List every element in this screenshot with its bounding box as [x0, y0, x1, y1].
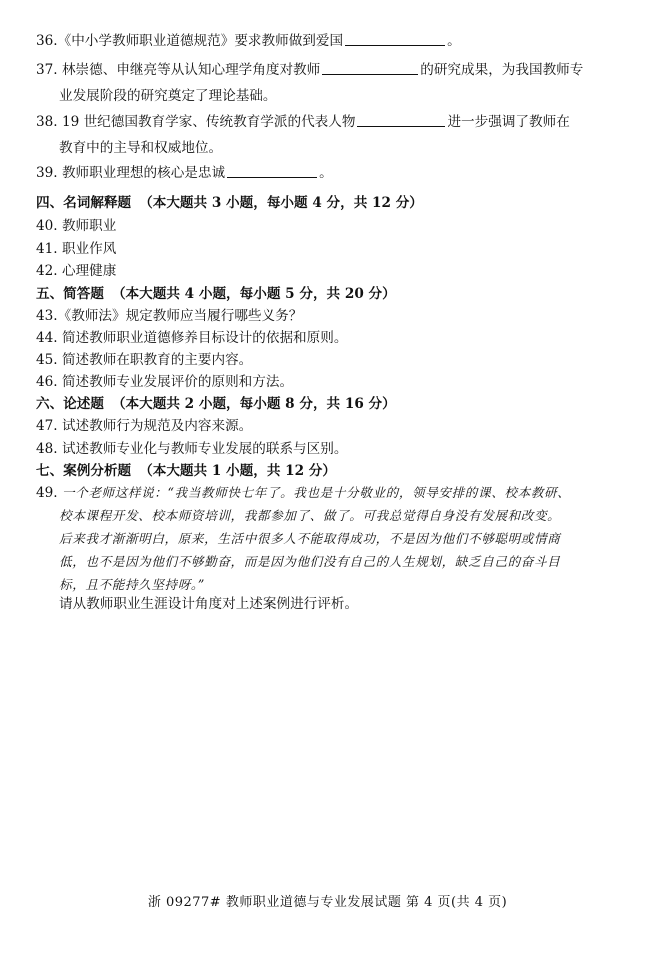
question-44: 44. 简述教师职业道德修养目标设计的依据和原则。 [36, 330, 348, 346]
question-39 [36, 163, 625, 183]
question-37 [36, 60, 625, 80]
question-41: 41. 职业作风 [36, 241, 117, 257]
section-note: （本大题共 4 小题，每小题 5 分，共 20 分） [111, 286, 396, 302]
answer-blank[interactable] [357, 112, 445, 127]
answer-blank[interactable] [322, 60, 418, 75]
question-37-cont: 业发展阶段的研究奠定了理论基础。 [59, 88, 277, 104]
question-49-line-2: 校本课程开发、校本师资培训，我都参加了、做了。可我总觉得自身没有发展和改变。 [59, 508, 561, 523]
question-47: 47. 试述教师行为规范及内容来源。 [36, 418, 253, 434]
question-49-line-4: 低，也不是因为他们不够勤奋，而是因为他们没有自己的人生规划，缺乏自己的奋斗目 [59, 554, 561, 569]
answer-blank[interactable] [345, 31, 445, 46]
section-title: 六、论述题 [36, 396, 104, 412]
section-note: （本大题共 3 小题，每小题 4 分，共 12 分） [139, 195, 423, 211]
question-number: 37. [36, 62, 58, 78]
section-title: 四、名词解释题 [36, 195, 132, 211]
question-text-tail: 进一步强调了教师在 [447, 114, 570, 130]
answer-blank[interactable] [227, 163, 317, 178]
question-number: 36. [36, 33, 58, 49]
section-title: 七、案例分析题 [36, 463, 132, 479]
question-38-cont: 教育中的主导和权威地位。 [59, 140, 223, 156]
question-38 [36, 112, 625, 132]
section-heading-5 [36, 284, 625, 304]
question-49-line-1 [36, 483, 625, 503]
section-heading-7 [36, 461, 625, 481]
section-note: （本大题共 1 小题，共 12 分） [139, 463, 336, 479]
question-49-prompt: 请从教师职业生涯设计角度对上述案例进行评析。 [59, 596, 359, 612]
question-number: 39. [36, 165, 58, 181]
question-49-line-5: 标，且不能持久坚持呀。” [59, 577, 205, 592]
question-text-tail: 。 [447, 33, 461, 49]
question-text: 林崇德、申继亮等从认知心理学角度对教师 [61, 62, 321, 78]
question-number: 38. [36, 114, 58, 130]
question-42: 42. 心理健康 [36, 263, 117, 279]
question-49-line-3: 后来我才渐渐明白，原来，生活中很多人不能取得成功，不是因为他们不够聪明或情商 [59, 531, 561, 546]
section-heading-6 [36, 394, 625, 414]
section-note: （本大题共 2 小题，每小题 8 分，共 16 分） [111, 396, 396, 412]
case-text: 一个老师这样说：“我当教师快七年了。我也是十分敬业的，领导安排的课、校本教研、 [61, 485, 571, 500]
question-number: 49. [36, 485, 58, 501]
question-43: 43.《教师法》规定教师应当履行哪些义务？ [36, 308, 303, 324]
page-footer: 浙 09277# 教师职业道德与专业发展试题 第 4 页(共 4 页) [147, 895, 508, 910]
section-title: 五、简答题 [36, 286, 104, 302]
question-text: 教师职业理想的核心是忠诚 [61, 165, 226, 181]
question-48: 48. 试述教师专业化与教师专业发展的联系与区别。 [36, 441, 348, 457]
question-text: 19 世纪德国教育学家、传统教育学派的代表人物 [61, 114, 356, 130]
question-36 [36, 31, 625, 51]
question-text: 《中小学教师职业道德规范》要求教师做到爱国 [57, 33, 344, 49]
question-text-tail: 的研究成果，为我国教师专 [420, 62, 584, 78]
question-46: 46. 简述教师专业发展评价的原则和方法。 [36, 374, 294, 390]
section-heading-4 [36, 193, 625, 213]
question-text-tail: 。 [319, 165, 333, 181]
question-45: 45. 简述教师在职教育的主要内容。 [36, 352, 253, 368]
question-40: 40. 教师职业 [36, 218, 117, 234]
